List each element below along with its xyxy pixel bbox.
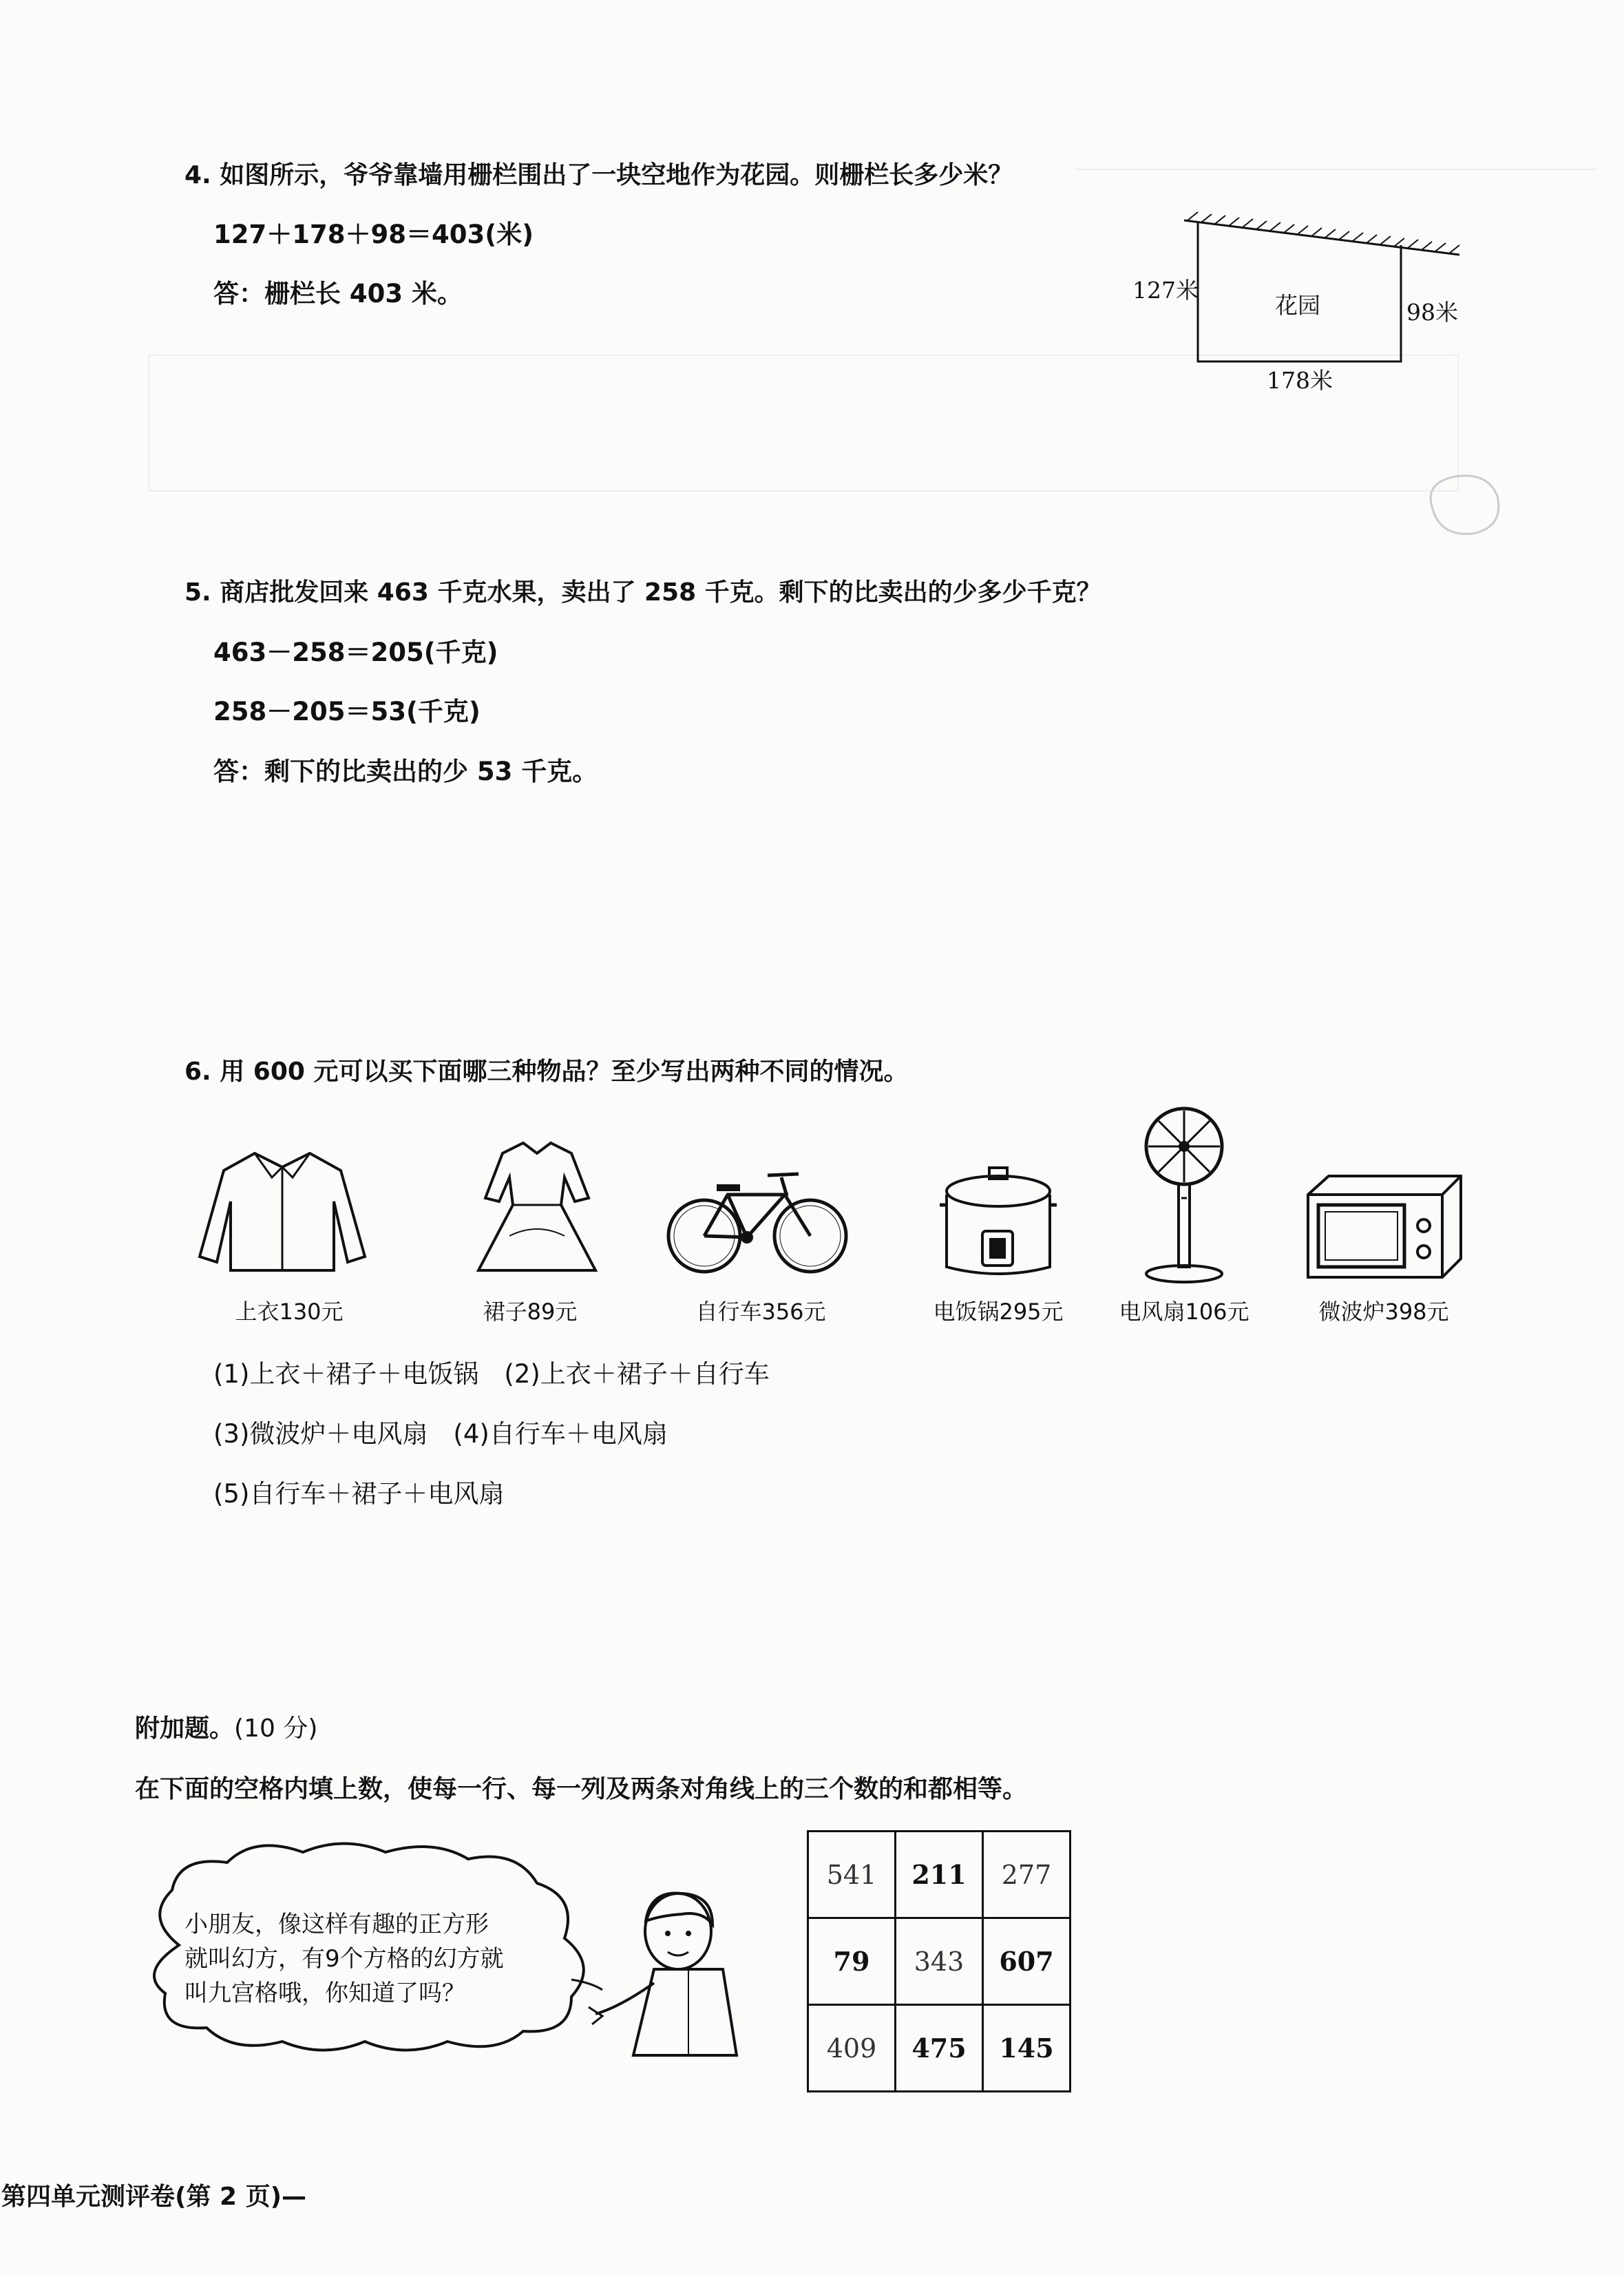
fan-icon (1136, 1105, 1232, 1288)
stamp-mark (1418, 468, 1508, 544)
rice-cooker-icon (933, 1157, 1064, 1284)
bonus-instruction: 在下面的空格内填上数，使每一行、每一列及两条对角线上的三个数的和都相等。 (135, 1775, 1028, 1803)
grid-cell[interactable]: 607 (983, 1918, 1071, 2005)
grid-row-3 (808, 2005, 1071, 2092)
grid-cell: 541 (808, 1832, 896, 1918)
item-label-jacket: 上衣130元 (235, 1299, 344, 1325)
grid-cell: 277 (983, 1832, 1071, 1918)
q4-label-center: 花园 (1275, 292, 1320, 319)
q4-equation: 127＋178＋98＝403(米) (213, 220, 534, 249)
jacket-icon (193, 1140, 372, 1277)
q5-title: 5. 商店批发回来 463 千克水果，卖出了 258 千克。剩下的比卖出的少多少千克？ (184, 578, 1101, 607)
q4-label-left: 127米 (1132, 277, 1199, 304)
bubble-line-2: 就叫幻方，有9个方格的幻方就 (184, 1945, 504, 1973)
item-label-rice-cooker: 电饭锅295元 (933, 1299, 1064, 1325)
q6-answer-line-3: (5)自行车＋裙子＋电风扇 (213, 1479, 505, 1509)
microwave-icon (1301, 1171, 1466, 1284)
boy-character-icon (585, 1887, 764, 2059)
q4-title: 4. 如图所示，爷爷靠墙用栅栏围出了一块空地作为花园。则栅栏长多少米？ (184, 161, 1013, 189)
q5-answer: 答：剩下的比卖出的少 53 千克。 (213, 757, 598, 786)
q4-label-bottom: 178米 (1267, 367, 1333, 394)
item-label-microwave: 微波炉398元 (1318, 1299, 1449, 1325)
item-label-bicycle: 自行车356元 (695, 1299, 826, 1325)
grid-cell[interactable]: 79 (808, 1918, 896, 2005)
grid-row-2 (808, 1918, 1071, 2005)
bubble-line-3: 叫九宫格哦，你知道了吗？ (184, 1980, 465, 2007)
q4-answer: 答：栅栏长 403 米。 (213, 279, 463, 308)
q6-answer-line-1: (1)上衣＋裙子＋电饭锅 (2)上衣＋裙子＋自行车 (213, 1359, 770, 1389)
grid-cell[interactable]: 475 (896, 2005, 983, 2092)
dress-icon (468, 1133, 606, 1281)
q6-title: 6. 用 600 元可以买下面哪三种物品？至少写出两种不同的情况。 (184, 1058, 909, 1086)
grid-cell: 409 (808, 2005, 896, 2092)
page-footer: 第四单元测评卷(第 2 页)— (1, 2183, 307, 2211)
q5-line1: 463－258＝205(千克) (213, 638, 498, 667)
q6-answer-line-2: (3)微波炉＋电风扇 (4)自行车＋电风扇 (213, 1419, 668, 1449)
bonus-title (135, 1709, 317, 1744)
bleed-through-line (1074, 169, 1597, 170)
item-label-fan: 电风扇106元 (1119, 1299, 1249, 1325)
magic-square-grid (807, 1830, 1071, 2092)
bonus-heading: 附加题。 (135, 1714, 235, 1743)
item-label-dress: 裙子89元 (483, 1299, 578, 1325)
q4-label-right: 98米 (1406, 299, 1458, 326)
bonus-score: (10 分) (234, 1714, 318, 1743)
grid-cell[interactable]: 211 (896, 1832, 983, 1918)
bubble-line-1: 小朋友，像这样有趣的正方形 (184, 1911, 489, 1938)
bicycle-icon (664, 1160, 850, 1281)
garden-figure (1170, 200, 1473, 386)
grid-cell: 343 (896, 1918, 983, 2005)
q5-line2: 258－205＝53(千克) (213, 697, 481, 726)
grid-cell[interactable]: 145 (983, 2005, 1071, 2092)
grid-row-1 (808, 1832, 1071, 1918)
